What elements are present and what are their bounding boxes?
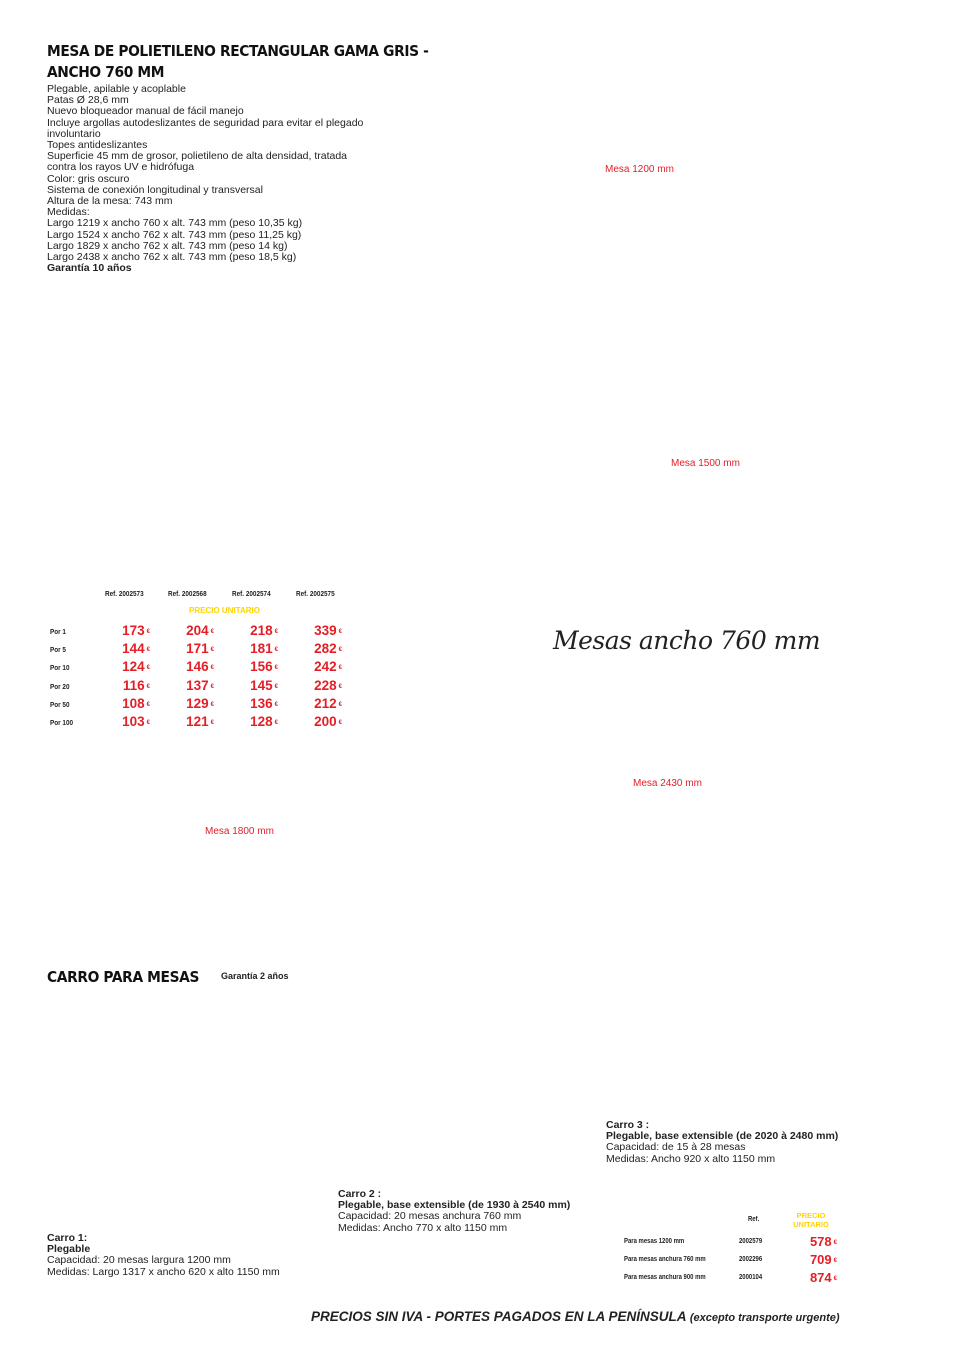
caption-mesa-1800: Mesa 1800 mm: [205, 826, 274, 837]
price-cell: [168, 623, 214, 638]
price-value: 242: [314, 659, 337, 674]
price-cell: [168, 696, 214, 711]
price-value: 181: [250, 641, 273, 656]
price-value: 228: [314, 678, 337, 693]
euro-symbol: €: [274, 684, 278, 690]
price-cell: [232, 714, 278, 729]
description-line: Topes antideslizantes: [47, 139, 148, 152]
price-cell: [296, 714, 342, 729]
euro-symbol: €: [274, 629, 278, 635]
price-cell: [104, 678, 150, 693]
carro-title: CARRO PARA MESAS: [47, 968, 200, 986]
footer-main: PRECIOS SIN IVA - PORTES PAGADOS EN LA PENÍNSULA: [311, 1309, 687, 1324]
description-line: Medidas:: [47, 206, 90, 219]
euro-symbol: €: [210, 702, 214, 708]
euro-symbol: €: [146, 702, 150, 708]
carro2-block: [338, 1189, 570, 1234]
price-cell: [168, 659, 214, 674]
script-heading: Mesas ancho 760 mm: [553, 626, 821, 655]
price-value: 339: [314, 623, 337, 638]
caption-mesa-2430: Mesa 2430 mm: [633, 778, 702, 789]
price-value: 136: [250, 696, 273, 711]
price-cell: [296, 623, 342, 638]
euro-symbol: €: [274, 702, 278, 708]
price-cell: [104, 714, 150, 729]
carro-row-label: Para mesas anchura 900 mm: [624, 1274, 706, 1281]
carro-price-header: [781, 1211, 841, 1229]
ref-header: Ref. 2002568: [168, 589, 207, 598]
carro-price-value: 874: [809, 1270, 832, 1285]
description-line: Plegable, apilable y acoplable: [47, 83, 186, 95]
price-value: 156: [250, 659, 273, 674]
ref-header: Ref. 2002575: [296, 589, 335, 598]
euro-symbol: €: [146, 684, 150, 690]
price-value: 171: [186, 641, 209, 656]
price-cell: [232, 641, 278, 656]
price-cell: [104, 659, 150, 674]
description-line: Nuevo bloqueador manual de fácil manejo: [47, 105, 244, 118]
euro-symbol: €: [210, 629, 214, 635]
qty-label: Por 1: [50, 627, 66, 636]
carro1-size: Medidas: Largo 1317 x ancho 620 x alto 1150 mm: [47, 1265, 280, 1278]
carro-ref-header: Ref.: [748, 1216, 760, 1223]
euro-symbol: €: [146, 629, 150, 635]
price-value: 128: [250, 714, 273, 729]
carro1-capacity: Capacidad: 20 mesas largura 1200 mm: [47, 1254, 231, 1267]
euro-symbol: €: [210, 665, 214, 671]
euro-symbol: €: [833, 1276, 837, 1282]
description-line: Incluye argollas autodeslizantes de seguridad para evitar el plegado: [47, 116, 364, 129]
ref-header: Ref. 2002574: [232, 589, 271, 598]
euro-symbol: €: [274, 720, 278, 726]
price-cell: [168, 641, 214, 656]
product-guarantee: Garantía 10 años: [47, 262, 132, 275]
qty-label: Por 20: [50, 682, 70, 691]
caption-mesa-1200: Mesa 1200 mm: [605, 164, 674, 175]
price-value: 146: [186, 659, 209, 674]
carro-row-ref: 2002296: [739, 1256, 763, 1263]
price-cell: [296, 696, 342, 711]
price-value: 121: [186, 714, 209, 729]
product-title-line1: MESA DE POLIETILENO RECTANGULAR GAMA GRIS -: [47, 42, 429, 60]
carro-price-header-line2: UNITARIO: [793, 1220, 829, 1229]
price-value: 116: [122, 678, 145, 693]
price-value: 129: [186, 696, 209, 711]
euro-symbol: €: [210, 720, 214, 726]
carro-guarantee: Garantía 2 años: [221, 971, 289, 981]
price-value: 108: [122, 696, 145, 711]
carro-row-label: Para mesas anchura 760 mm: [624, 1256, 706, 1263]
price-value: 212: [314, 696, 337, 711]
description-line: contra los rayos UV e hidrófuga: [47, 161, 195, 174]
price-value: 282: [314, 641, 337, 656]
price-value: 124: [122, 659, 145, 674]
description-line: Sistema de conexión longitudinal y transversal: [47, 183, 263, 196]
carro3-capacity: Capacidad: de 15 à 28 mesas: [606, 1141, 746, 1154]
euro-symbol: €: [274, 665, 278, 671]
price-value: 218: [250, 623, 273, 638]
ref-header: Ref. 2002573: [105, 589, 144, 598]
product-description: [47, 84, 363, 274]
euro-symbol: €: [210, 647, 214, 653]
carro3-type: Plegable, base extensible (de 2020 à 2480 mm): [606, 1130, 839, 1143]
carro1-block: [47, 1233, 280, 1278]
price-value: 200: [314, 714, 337, 729]
carro3-size: Medidas: Ancho 920 x alto 1150 mm: [606, 1152, 776, 1165]
description-line: Superficie 45 mm de grosor, polietileno de alta densidad, tratada: [47, 150, 348, 163]
price-cell: [232, 696, 278, 711]
price-value: 145: [250, 678, 273, 693]
euro-symbol: €: [833, 1240, 837, 1246]
price-cell: [232, 678, 278, 693]
price-cell: [296, 678, 342, 693]
description-line: Largo 2438 x ancho 762 x alt. 743 mm (peso 18,5 kg): [47, 251, 297, 264]
description-line: Largo 1524 x ancho 762 x alt. 743 mm (peso 11,25 kg): [47, 228, 302, 241]
carro1-type: Plegable: [47, 1243, 91, 1256]
carro2-capacity: Capacidad: 20 mesas anchura 760 mm: [338, 1210, 522, 1223]
qty-label: Por 50: [50, 700, 70, 709]
price-cell: [232, 659, 278, 674]
euro-symbol: €: [338, 720, 342, 726]
price-value: 144: [122, 641, 145, 656]
carro-price-cell: [797, 1270, 837, 1285]
euro-symbol: €: [338, 702, 342, 708]
carro-row-label: Para mesas 1200 mm: [624, 1238, 685, 1245]
qty-label: Por 5: [50, 645, 66, 654]
carro2-type: Plegable, base extensible (de 1930 à 2540 mm): [338, 1199, 571, 1212]
euro-symbol: €: [338, 684, 342, 690]
euro-symbol: €: [338, 629, 342, 635]
euro-symbol: €: [146, 720, 150, 726]
euro-symbol: €: [146, 665, 150, 671]
carro-price-cell: [797, 1234, 837, 1249]
carro-row-ref: 2002579: [739, 1238, 763, 1245]
carro1-name: Carro 1:: [47, 1232, 88, 1244]
price-cell: [296, 641, 342, 656]
carro-price-value: 709: [809, 1252, 832, 1267]
price-cell: [104, 641, 150, 656]
price-value: 137: [186, 678, 209, 693]
description-line: Patas Ø 28,6 mm: [47, 94, 129, 107]
carro-row-ref: 2000104: [739, 1274, 763, 1281]
description-line: Largo 1219 x ancho 760 x alt. 743 mm (peso 10,35 kg): [47, 217, 303, 230]
price-value: 103: [122, 714, 145, 729]
price-cell: [104, 696, 150, 711]
euro-symbol: €: [338, 647, 342, 653]
description-line: Color: gris oscuro: [47, 172, 130, 185]
qty-label: Por 10: [50, 663, 70, 672]
euro-symbol: €: [274, 647, 278, 653]
carro2-name: Carro 2 :: [338, 1188, 382, 1200]
unit-price-header: PRECIO UNITARIO: [189, 606, 260, 615]
qty-label: Por 100: [50, 718, 74, 727]
price-value: 173: [122, 623, 145, 638]
carro3-name: Carro 3 :: [606, 1119, 650, 1131]
carro2-size: Medidas: Ancho 770 x alto 1150 mm: [338, 1221, 508, 1234]
caption-mesa-1500: Mesa 1500 mm: [671, 458, 740, 469]
price-cell: [296, 659, 342, 674]
product-title-line2: ANCHO 760 MM: [47, 63, 165, 81]
description-line: involuntario: [47, 127, 101, 140]
price-cell: [232, 623, 278, 638]
euro-symbol: €: [146, 647, 150, 653]
price-cell: [168, 714, 214, 729]
price-cell: [104, 623, 150, 638]
footer-sub: (excepto transporte urgente): [689, 1312, 840, 1324]
carro-price-value: 578: [809, 1234, 832, 1249]
carro-price-header-line1: PRECIO: [796, 1211, 826, 1220]
carro-price-cell: [797, 1252, 837, 1267]
footer-note: [311, 1309, 840, 1324]
price-cell: [168, 678, 214, 693]
euro-symbol: €: [210, 684, 214, 690]
carro3-block: [606, 1120, 838, 1165]
euro-symbol: €: [833, 1258, 837, 1264]
euro-symbol: €: [338, 665, 342, 671]
description-line: Altura de la mesa: 743 mm: [47, 195, 173, 208]
description-line: Largo 1829 x ancho 762 x alt. 743 mm (peso 14 kg): [47, 239, 288, 252]
price-value: 204: [186, 623, 209, 638]
